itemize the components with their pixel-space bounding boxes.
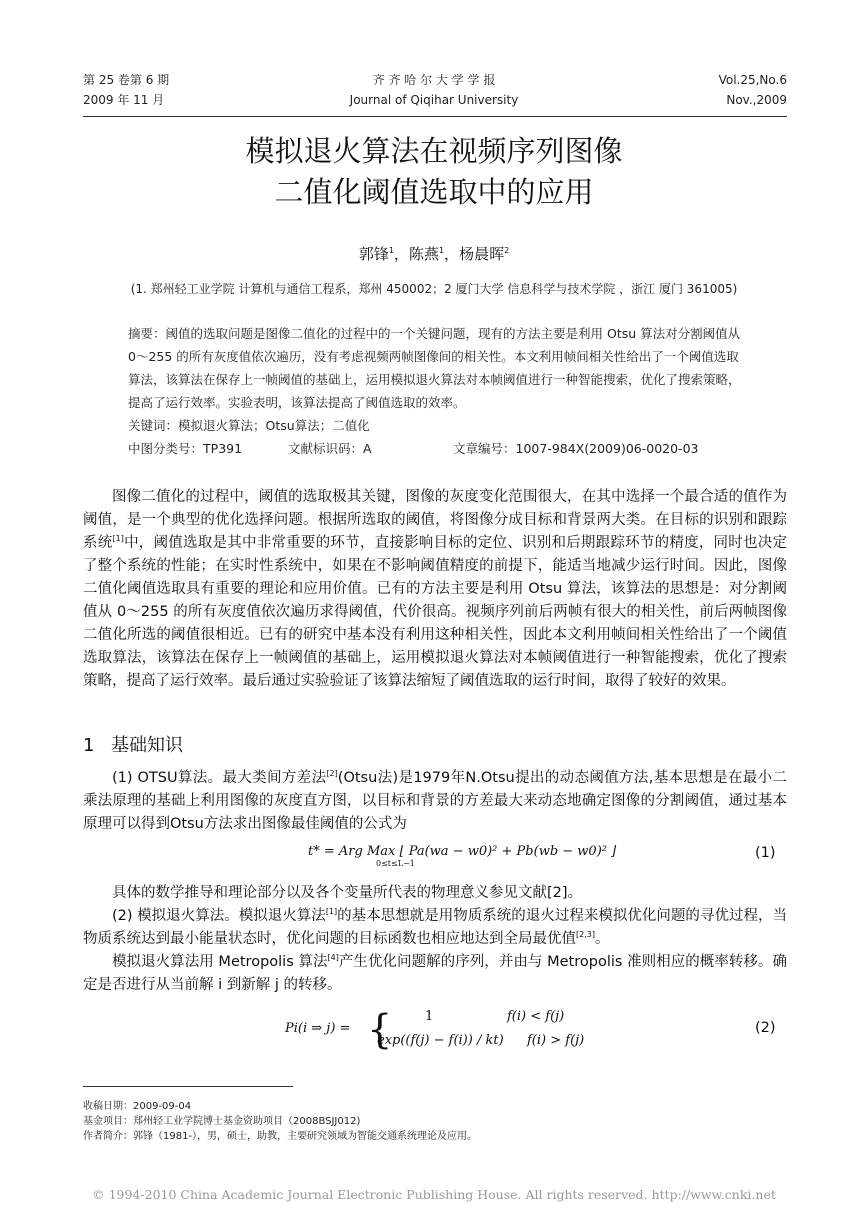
intro-text-a: 图像二值化的过程中，阈值的选取极其关键，图像的灰度变化范围很大，在其中选择一个最合适的值作为阈值，是一个典型的优化选择问题。根据所选取的阈值，将图像分成目标和背景两大类。在目标的识别和跟踪系统 [83, 489, 787, 551]
citation: [2] [326, 769, 338, 779]
abstract-paragraph [128, 322, 748, 414]
sa-text-b: 的基本思想就是用物质系统的退火过程来模拟优化问题的寻优过程，当物质系统达到最小能量状态时，优化问题的目标函数也相应地达到全局最优值 [83, 908, 787, 947]
intro-text-b: 中，阈值选取是其中非常重要的环节，直接影响目标的定位、识别和后期跟踪环节的精度，同时也决定了整个系统的性能；在实时性系统中，如果在不影响阈值精度的前提下，能适当地减少运行时间。因此，图像二值化阈值选取具有重要的理论和应用价值。已有的方法主要是利用 Otsu 算法，该算法的思想是：对分割阈值从 0～255 的所有灰度值依次遍历求得阈值，代价很高。视频序列前后两帧有很大的相关性，前后两帧图像二值化所选的阈值很相近。已有的研究中基本没有利用这种相关性，因此本文利用帧间相关性给出了一个阈值选取算法，该算法在保存上一帧阈值的基础上，运用模拟退火算法对本帧阈值进行一种智能搜索，优化了搜索策略，提高了运行效率。最后通过实验验证了该算法缩短了阈值选取的运行时间，取得了较好的效果。 [83, 535, 788, 689]
otsu-paragraph-block [83, 767, 787, 836]
equation-2-case2-condition: f(i) > f(j) [527, 1033, 585, 1048]
author-2-affil: 1 [438, 246, 445, 255]
footnotes [83, 1099, 787, 1144]
citation: [1] [112, 534, 124, 544]
header-journal-en: Journal of Qiqihar University [349, 93, 519, 107]
equation-2-case1-condition: f(i) < f(j) [507, 1009, 565, 1024]
metropolis-paragraph-block [83, 951, 787, 997]
article-no-label: 文章编号： [453, 441, 516, 456]
abstract-label: 摘要： [128, 326, 166, 341]
metropolis-paragraph [83, 951, 787, 997]
metropolis-text-a: 模拟退火算法用 Metropolis 算法 [112, 954, 328, 970]
citation: [4] [327, 953, 339, 963]
classification-row [128, 437, 748, 460]
clc-label: 中图分类号： [128, 441, 204, 456]
sa-paragraph [83, 905, 787, 951]
header-month-year: Nov.,2009 [726, 93, 787, 107]
equation-2-brace: { [367, 1007, 393, 1053]
equation-2-case2-value: exp((f(j) − f(i)) / kt) [377, 1033, 504, 1048]
otsu-text-b: (Otsu法)是1979年N.Otsu提出的动态阈值方法,基本思想是在最小二乘法原理的基础上利用图像的灰度直方图，以目标和背景的方差最大来动态地确定图像的分割阈值，通过基本原理可以得到Otsu方法求出图像最佳阈值的公式为 [83, 770, 787, 832]
author-2: 陈燕 [408, 245, 439, 263]
article-no: 1007-984X(2009)06-0020-03 [515, 441, 699, 456]
equation-1-lhs: t* = Arg Max [308, 844, 396, 859]
after-eq1-paragraph: 具体的数学推导和理论部分以及各个变量所代表的物理意义参见文献[2]。 [112, 885, 583, 901]
header-journal-cn: 齐 齐 哈 尔 大 学 学 报 [372, 73, 496, 87]
clc-code: TP391 [203, 441, 243, 456]
otsu-text-a: (1) OTSU算法。最大类间方差法 [112, 770, 327, 786]
author-1: 郭锋 [358, 245, 389, 263]
affiliation: (1. 郑州轻工业学院 计算机与通信工程系，郑州 450002；2 厦门大学 信息科学与技术学院 ，浙江 厦门 361005) [130, 282, 738, 296]
author-sep: ， [393, 245, 409, 263]
sa-text-c: 。 [594, 931, 610, 947]
author-3-affil: 2 [504, 246, 510, 255]
header-volume-issue: 第 25 卷第 6 期 [83, 73, 170, 87]
author-3: 杨晨晖 [459, 245, 505, 263]
equation-1-subscript: 0≤t≤L−1 [376, 859, 415, 868]
equation-1-number: (1) [755, 845, 776, 861]
header-date: 2009 年 11 月 [83, 93, 165, 107]
equation-2 [285, 1007, 605, 1059]
keywords-label: 关键词： [128, 418, 179, 433]
author-1-affil: 1 [388, 246, 394, 255]
equation-1 [308, 844, 628, 874]
copyright-notice: © 1994-2010 China Academic Journal Electronic Publishing House. All rights reserved. http://www.cnki.net [92, 1187, 776, 1202]
citation: [1] [325, 907, 338, 917]
equation-2-number: (2) [755, 1020, 776, 1036]
section-title: 基础知识 [111, 735, 183, 756]
abstract-text: 阈值的选取问题是图像二值化的过程中的一个关键问题，现有的方法主要是利用 Otsu 算法对分割阈值从 0～255 的所有灰度值依次遍历，没有考虑视频两帧图像间的相关性。本文利用帧间相关性给出了一个阈值选取算法，该算法在保存上一帧阈值的基础上，运用模拟退火算法对本帧阈值进行一种智能搜索，优化了搜索策略，提高了运行效率。实验表明，该算法提高了阈值选取的效率。 [128, 326, 741, 410]
footnote-rule [83, 1086, 293, 1087]
doc-code-label: 文献标识码： [288, 441, 364, 456]
author-sep: ， [444, 245, 460, 263]
keywords-line [128, 414, 748, 437]
otsu-paragraph [83, 767, 787, 836]
after-eq1-block [83, 882, 787, 905]
doc-code: A [363, 441, 372, 456]
equation-2-lhs: Pi(i ⇒ j) = [285, 1021, 351, 1036]
header-vol-no: Vol.25,No.6 [718, 73, 787, 87]
footnote-received: 收稿日期：2009-09-04 [83, 1101, 192, 1112]
paper-title-line2: 二值化阈值选取中的应用 [274, 175, 594, 209]
intro-paragraph [83, 486, 787, 693]
abstract-block [128, 322, 748, 460]
equation-2-case1-value: 1 [425, 1009, 434, 1024]
header-rule [83, 116, 787, 117]
equation-1-rhs: ⌊ Pa(wa − w0)² + Pb(wb − w0)² ⌋ [399, 844, 617, 859]
authors [0, 243, 868, 264]
intro-section [83, 486, 787, 693]
footnote-author: 作者简介：郭锋（1981-），男，硕士，助教，主要研究领域为智能交通系统理论及应用。 [83, 1131, 478, 1142]
sa-text-a: (2) 模拟退火算法。模拟退火算法 [112, 908, 326, 924]
sa-paragraph-block [83, 905, 787, 951]
citation: [2,3] [576, 930, 595, 940]
section-heading [83, 731, 183, 757]
keywords: 模拟退火算法；Otsu算法；二值化 [178, 418, 370, 433]
section-number: 1 [83, 735, 95, 756]
metropolis-text-b: 产生优化问题解的序列，并由与 Metropolis 准则相应的概率转移。确定是否进行从当前解 i 到新解 j 的转移。 [83, 954, 787, 993]
footnote-fund: 基金项目：郑州轻工业学院博士基金资助项目（2008BSJJ012) [83, 1116, 361, 1127]
paper-title-line1: 模拟退火算法在视频序列图像 [245, 134, 623, 168]
